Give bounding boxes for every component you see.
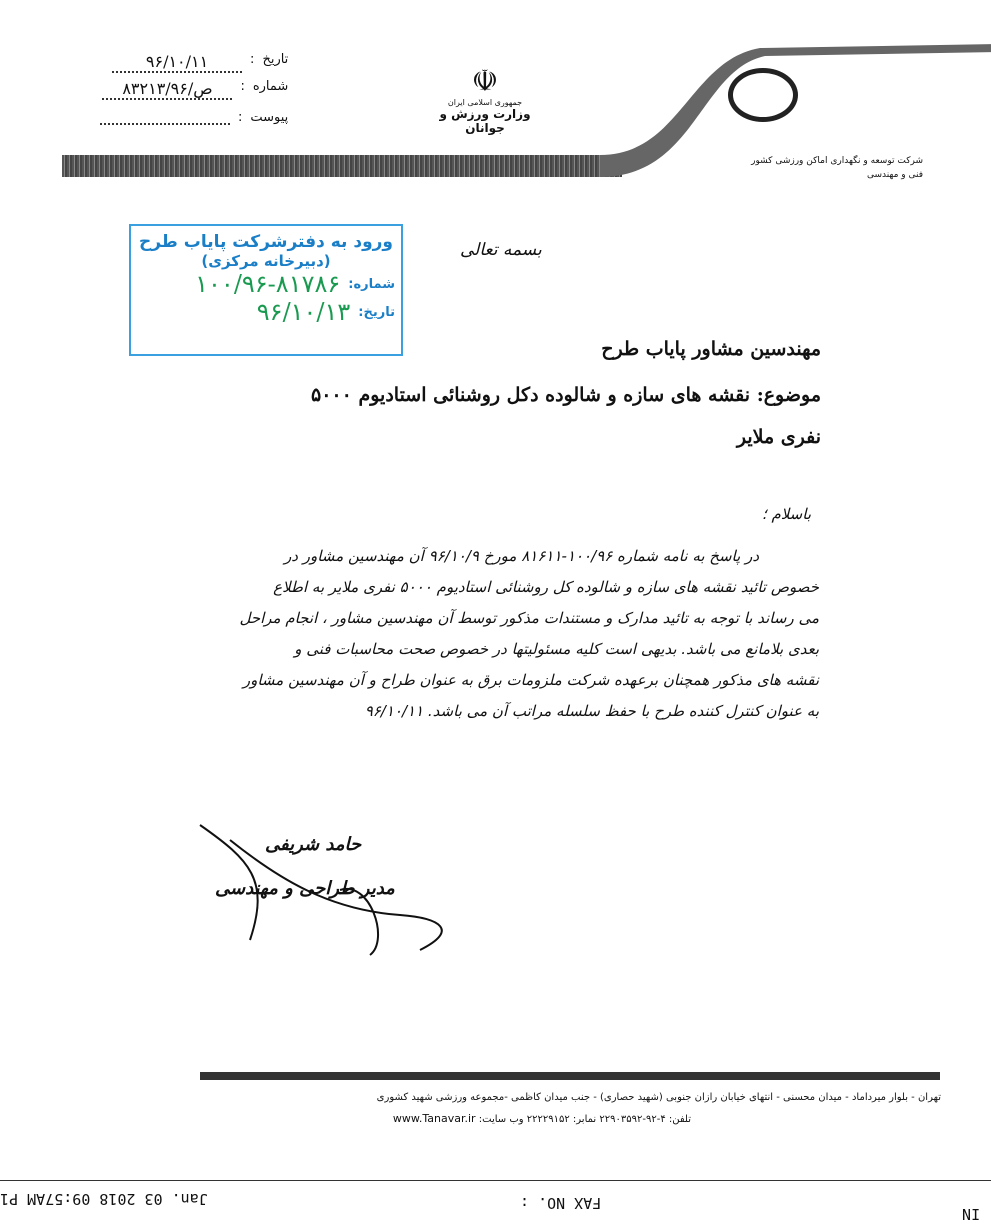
number-label: شماره (252, 79, 289, 94)
date-label: تاریخ (262, 52, 289, 67)
letter-body (239, 541, 819, 727)
company-name (751, 154, 923, 182)
footer-address: تهران - بلوار میرداماد - میدان محسنی - انتهای خیابان رازان جنوبی (شهید حصاری) - جنب میدان کاظمی -مجموعه ورزشی شهید کشوری (376, 1092, 941, 1103)
letter-meta: تاریخ : ۹۶/۱۰/۱۱ شماره : ۸۳۲۱۳/۹۶/ص پیوست : (100, 52, 288, 125)
date-value: ۹۶/۱۰/۱۱ (112, 52, 242, 73)
fax-timestamp: Jan. 03 2018 09:57AM P1 (0, 1190, 208, 1208)
received-stamp (129, 224, 403, 356)
invocation: بسمه تعالی (460, 240, 542, 260)
attachment-label: پیوست (250, 110, 289, 125)
recipient: مهندسین مشاور پایاب طرح (601, 338, 821, 360)
number-value: ۸۳۲۱۳/۹۶/ص (102, 79, 232, 100)
fax-edge-text: IN (962, 1205, 981, 1223)
subject-line-2: نفری ملایر (736, 426, 821, 448)
company-line1: شرکت توسعه و نگهداری اماکن ورزشی کشور (751, 156, 923, 166)
signer-name: حامد شریفی (265, 834, 362, 855)
company-logo-icon (728, 68, 798, 122)
greeting: باسلام ؛ (761, 505, 811, 523)
ministry-name: وزارت ورزش و جوانان (439, 107, 531, 135)
fax-divider (0, 1180, 991, 1181)
subject-line-1: موضوع: نقشه های سازه و شالوده دکل روشنائی استادیوم ۵۰۰۰ (311, 384, 821, 406)
body-line: می رساند با توجه به تائید مدارک و مستندات مذکور توسط آن مهندسین مشاور ، انجام مراحل (239, 609, 819, 627)
stamp-number-label: شماره: (348, 276, 395, 292)
stamp-subtitle: (دبیرخانه مرکزی) (201, 252, 331, 270)
body-line: بعدی بلامانع می باشد. بدیهی است کلیه مسئولیتها در خصوص صحت محاسبات فنی و (294, 640, 819, 658)
signature-icon (190, 820, 470, 960)
signer-title: مدیر طراحی و مهندسی (215, 878, 395, 899)
body-line: به عنوان کنترل کننده طرح با حفظ سلسله مراتب آن می باشد. ۹۶/۱۰/۱۱ (364, 702, 819, 720)
footer-band (200, 1072, 940, 1080)
fax-number: FAX NO. : (520, 1194, 602, 1212)
iran-emblem-icon: ☫ (471, 64, 499, 99)
body-line: نقشه های مذکور همچنان برعهده شرکت ملزومات برق به عنوان طراح و آن مهندسین مشاور (242, 671, 819, 689)
footer-contact (393, 1112, 691, 1125)
header-band (62, 155, 622, 177)
emblem-caption: جمهوری اسلامی ایران (447, 98, 523, 107)
body-line: در پاسخ به نامه شماره ۱۰۰/۹۶-۸۱۶۱۱ مورخ ۹۶/۱۰/۹ آن مهندسین مشاور در (284, 547, 759, 565)
attachment-blank (100, 110, 230, 125)
stamp-title: ورود به دفترشرکت پایاب طرح (138, 232, 393, 252)
footer-website: www.Tanavar.ir (392, 1112, 476, 1125)
body-line: خصوص تائید نقشه های سازه و شالوده کل روشنائی استادیوم ۵۰۰۰ نفری ملایر به اطلاع (273, 578, 819, 596)
stamp-date-value: ۹۶/۱۰/۱۳ (256, 298, 351, 326)
footer-phone-fax: تلفن: ۴-۹۲-۲۲۹۰۳۵۹۲ نمابر: ۲۲۲۲۹۱۵۲ وب سایت: (478, 1114, 691, 1125)
stamp-number-value: ۱۰۰/۹۶-۸۱۷۸۶ (195, 270, 341, 298)
stamp-date-label: تاریخ: (358, 304, 395, 320)
ministry-emblem (420, 66, 550, 135)
company-line2: فنی و مهندسی (866, 170, 923, 180)
